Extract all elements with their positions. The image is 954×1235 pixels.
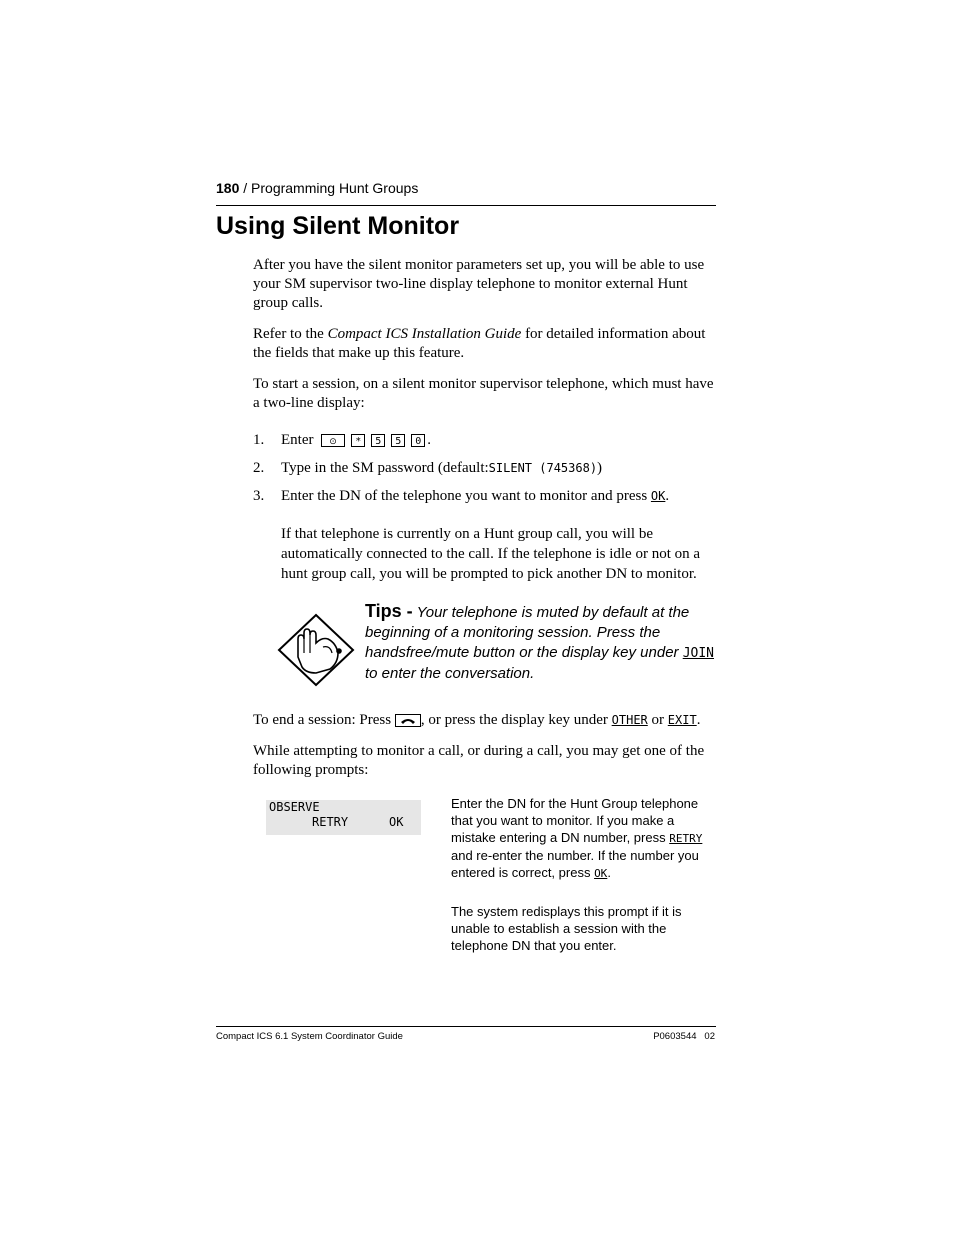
key-5: 5 [391, 434, 405, 447]
step-3-detail: If that telephone is currently on a Hunt group call, you will be automatically connected to the call. If the telephone is idle or not on a hunt group call, you will be prompted to pick another DN to monitor. [281, 526, 701, 582]
paragraph-start-session: To start a session, on a silent monitor supervisor telephone, which must have a two-line display: [253, 376, 714, 411]
ok-softkey-label: OK [594, 867, 608, 880]
step-text-end: ) [597, 460, 603, 476]
step-end: . [427, 432, 431, 448]
exit-softkey-label: EXIT [667, 713, 697, 727]
tips-hand-icon [276, 613, 356, 688]
tips-text-end: to enter the conversation. [365, 665, 535, 682]
end-session-or: or [647, 712, 668, 728]
step-3 [253, 487, 723, 506]
key-0: 0 [411, 434, 425, 447]
step-number: 1. [253, 432, 265, 448]
prompt-description [451, 795, 716, 882]
section-name: / Programming Hunt Groups [243, 180, 419, 196]
paragraph-intro: After you have the silent monitor parameters set up, you will be able to use your SM supervisor two-line display telephone to monitor external Hunt group calls. [253, 257, 705, 311]
end-session-mid: , or press the display key under [420, 712, 612, 728]
reference-post: for detailed information about the fields that make up this feature. [253, 326, 706, 361]
step-1 [253, 431, 723, 450]
svg-text:⊙: ⊙ [329, 437, 338, 447]
footer-doc-number: P0603544 02 [653, 1031, 715, 1042]
prompt-desc-pre: Enter the DN for the Hunt Group telephone that you want to monitor. If you make a mistake entering a DN number, press [451, 796, 699, 845]
prompt-desc-post: . [607, 865, 611, 880]
paragraph-prompts-intro: While attempting to monitor a call, or during a call, you may get one of the following prompts: [253, 743, 705, 778]
step-number: 2. [253, 460, 265, 476]
release-key-icon [395, 714, 421, 727]
display-prompt [266, 800, 421, 835]
paragraph-end-session [253, 711, 723, 730]
display-softkey-retry: RETRY [312, 815, 349, 829]
reference-pre: Refer to the [253, 326, 328, 342]
footer-rule [216, 1026, 716, 1027]
header-rule [216, 205, 716, 206]
footer-title: Compact ICS 6.1 System Coordinator Guide [216, 1031, 403, 1042]
prompt-redisplay-note: The system redisplays this prompt if it is unable to establish a session with the telephone DN that you enter. [451, 904, 682, 953]
end-session-post: . [696, 712, 701, 728]
other-softkey-label: OTHER [611, 713, 648, 727]
star-key: * [351, 434, 365, 447]
tips-label: Tips - [365, 601, 413, 621]
page-number: 180 [216, 180, 240, 196]
step-text: Enter [281, 432, 314, 448]
default-password: SILENT (745368) [488, 461, 598, 475]
prompt-desc-mid: and re-enter the number. If the number you entered is correct, press [451, 848, 699, 880]
display-softkey-ok: OK [389, 815, 404, 829]
end-session-pre: To end a session: Press [253, 712, 395, 728]
step-number: 3. [253, 488, 265, 504]
step-text-end: . [665, 488, 670, 504]
tips-text: Your telephone is muted by default at the beginning of a monitoring session. Press the handsfree/mute button or the display key under [365, 604, 690, 661]
step-text: Type in the SM password (default: [281, 460, 489, 476]
key-5: 5 [371, 434, 385, 447]
join-softkey-label: JOIN [682, 646, 715, 661]
page-title: Using Silent Monitor [216, 212, 460, 240]
step-2 [253, 459, 723, 478]
tips-note [365, 601, 715, 684]
running-header [216, 180, 418, 196]
step-text: Enter the DN of the telephone you want to monitor and press [281, 488, 651, 504]
feature-key-icon [321, 434, 345, 447]
display-line-1: OBSERVE [269, 800, 320, 814]
paragraph-reference [253, 325, 723, 363]
reference-guide-title: Compact ICS Installation Guide [327, 326, 522, 342]
ok-softkey-label: OK [650, 489, 666, 503]
retry-softkey-label: RETRY [669, 832, 703, 845]
